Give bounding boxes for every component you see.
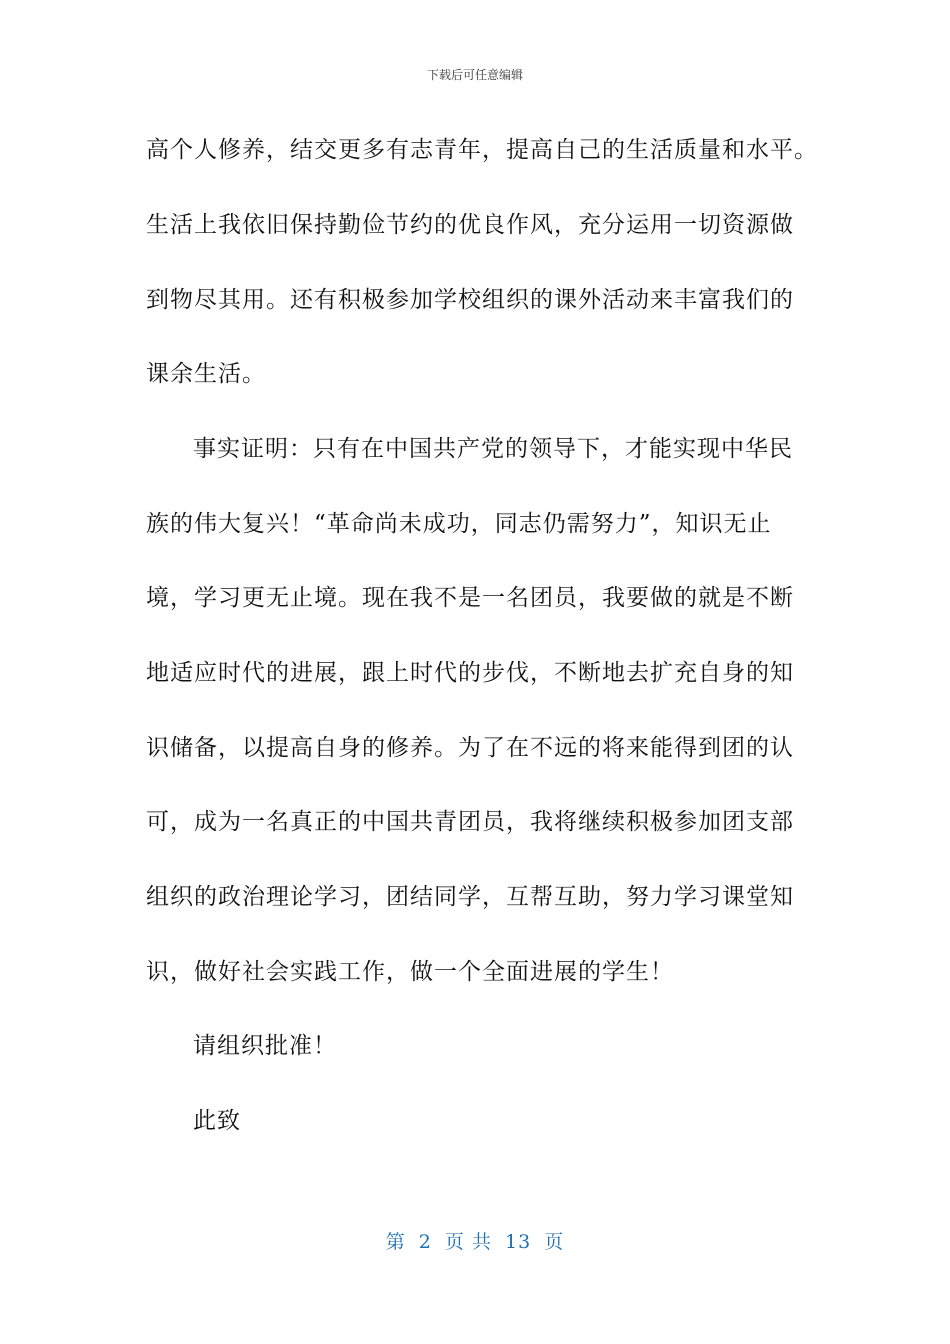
- body-line-12: 识，做好社会实践工作，做一个全面进展的学生！: [146, 959, 674, 985]
- current-page-number: 2: [418, 1231, 432, 1253]
- closing-request: 请组织批准！: [193, 1033, 337, 1059]
- body-line-2: 生活上我依旧保持勤俭节约的优良作风，充分运用一切资源做: [146, 212, 794, 238]
- body-line-5: 事实证明：只有在中国共产党的领导下，才能实现中华民: [193, 436, 793, 462]
- page-footer: [0, 1227, 950, 1254]
- footer-middle: 页 共: [444, 1231, 492, 1253]
- closing-salutation: 此致: [193, 1108, 241, 1134]
- body-line-1: 高个人修养，结交更多有志青年，提高自己的生活质量和水平。: [146, 137, 818, 163]
- body-line-11: 组织的政治理论学习，团结同学，互帮互助，努力学习课堂知: [146, 884, 794, 910]
- body-line-4: 课余生活。: [146, 361, 266, 387]
- body-line-10: 可，成为一名真正的中国共青团员，我将继续积极参加团支部: [146, 809, 794, 835]
- body-line-8: 地适应时代的进展，跟上时代的步伐，不断地去扩充自身的知: [146, 660, 794, 686]
- footer-suffix: 页: [544, 1231, 565, 1253]
- body-line-3: 到物尽其用。还有积极参加学校组织的课外活动来丰富我们的: [146, 287, 794, 313]
- body-line-7: 境，学习更无止境。现在我不是一名团员，我要做的就是不断: [146, 585, 794, 611]
- body-line-9: 识储备，以提高自身的修养。为了在不远的将来能得到团的认: [146, 735, 794, 761]
- total-pages-number: 13: [505, 1231, 532, 1253]
- page-header: 下载后可任意编辑: [426, 68, 523, 82]
- body-line-6: 族的伟大复兴！“革命尚未成功，同志仍需努力”，知识无止: [146, 511, 772, 537]
- footer-prefix: 第: [385, 1231, 406, 1253]
